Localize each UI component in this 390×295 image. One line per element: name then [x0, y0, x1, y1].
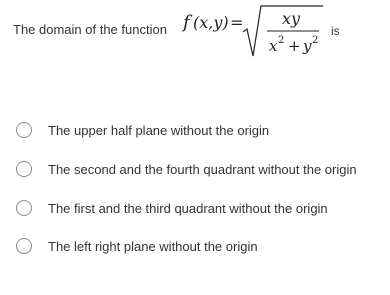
formula-numerator: xy [282, 9, 301, 28]
formula-svg [183, 4, 363, 74]
option-upper-half-plane[interactable] [16, 119, 269, 141]
question-suffix-text: is [331, 24, 340, 38]
formula-function-args: (x,y) [193, 13, 229, 32]
option-label: The upper half plane without the origin [48, 122, 270, 138]
formula-denominator-x: x [269, 37, 278, 55]
formula-function-name: f [183, 12, 190, 33]
formula-denominator-y: y [303, 37, 312, 55]
option-first-third-quadrant[interactable] [16, 197, 328, 219]
formula-exponent-y: 2 [312, 35, 319, 46]
option-left-right-plane[interactable] [16, 235, 258, 257]
radio-button-icon[interactable] [16, 200, 32, 216]
option-label: The left right plane without the origin [48, 238, 258, 254]
option-second-fourth-quadrant[interactable] [16, 158, 357, 180]
formula-plus: + [288, 37, 301, 55]
formula-equals: = [230, 13, 244, 32]
question-stem [13, 0, 383, 80]
radio-button-icon[interactable] [16, 122, 32, 138]
function-formula [183, 4, 363, 74]
radio-button-icon[interactable] [16, 161, 32, 177]
option-label: The second and the fourth quadrant without the origin [48, 161, 357, 177]
radio-button-icon[interactable] [16, 238, 32, 254]
option-label: The first and the third quadrant without the origin [48, 200, 328, 216]
formula-exponent-x: 2 [278, 35, 285, 46]
question-prefix-text: The domain of the function [13, 22, 167, 37]
